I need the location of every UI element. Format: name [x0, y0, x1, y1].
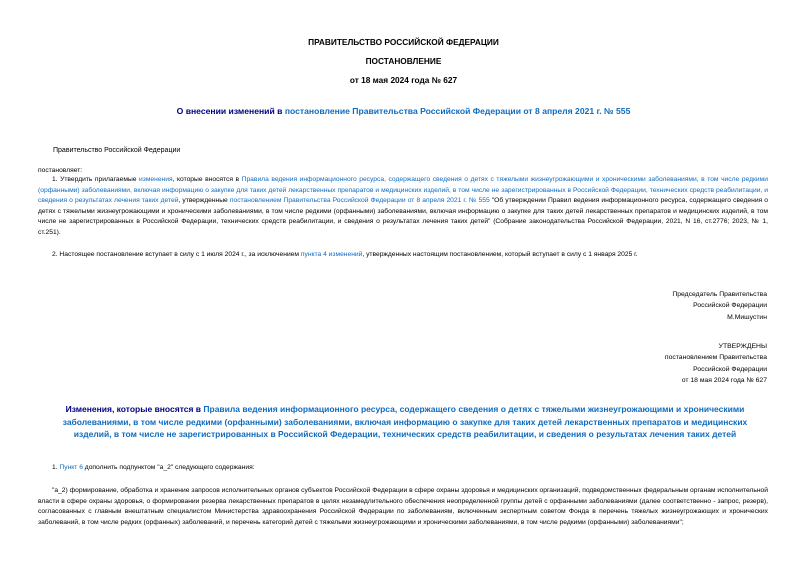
title-link[interactable]: постановление Правительства Российской Федерации от 8 апреля 2021 г. № 555 [284, 106, 631, 116]
p1-mid2: , утвержденные [178, 197, 228, 205]
change-quote [38, 486, 768, 528]
quote-text: "а_2) формирование, обработка и хранение запросов исполнительных органов субъектов Российской Федерации в сфере охраны здоровья и медицинских организаций, подведомственных федеральным органам исполнительной власти в сфере охраны здоровья, о формировании резерва лекарственных препаратов в целях незамедлительного обеспечения неопределенной группы детей с орфанными заболеваниями (далее соответственно - запрос, резерв), согласованных с главным внештатным специалистом Министерства здравоохранения Российской Федерации по заболеваниям, включенным экспертным советом Фонда в перечень тяжелых жизнеугрожающих и хронических заболеваний, в том числе редких (орфанных) заболеваний, и перечень категорий детей с тяжелыми жизнеугрожающими и хроническими заболеваниями, в том числе редкими (орфанными) заболеваниями"; [38, 487, 768, 526]
changes-title [60, 403, 750, 441]
document-type: ПОСТАНОВЛЕНИЕ [365, 56, 442, 66]
title-prefix: О внесении изменений в [176, 106, 283, 116]
approved-by: постановлением Правительства [664, 354, 767, 362]
p1-link-rules[interactable]: Правила ведения информационного ресурса, содержащего сведения о детях с тяжелыми жизнеугрожающими и хроническими заболеваниями, в том числе редкими (орфанными) заболеваниями, включая информацию о закупке для таких детей лекарственных препаратов и медицинских изделий, в том числе не зарегистрированных в Российской Федерации, технических средств реабилитации, и сведения о результатах лечения таких детей [38, 176, 768, 205]
decrees-text: постановляет: [38, 167, 83, 174]
p1-link-resolution[interactable]: постановлением Правительства Российской Федерации от 8 апреля 2021 г. № 555 [229, 197, 490, 205]
document-date-number: от 18 мая 2024 года № 627 [349, 75, 458, 85]
approved-heading: УТВЕРЖДЕНЫ [718, 343, 767, 350]
paragraph-1 [38, 175, 768, 239]
approved-country: Российской Федерации [693, 365, 767, 373]
p1-end: "Об утверждении Правил ведения информационного ресурса, содержащего сведения о детях с тяжелыми жизнеугрожающими и хроническими заболеваниями, в том числе редкими (орфанными) заболеваниями, включая информацию о закупке для таких детей лекарственных препаратов и медицинских изделий, в том числе не зарегистрированных в Российской Федерации, технических средств реабилитации, и сведения о результатах лечения таких детей" (Собрание законодательства Российской Федерации, 2021, N 16, ст.2776; 2023, № 1, ст.251). [38, 197, 769, 236]
approved-block [665, 341, 767, 386]
document-title [0, 106, 807, 116]
paragraph-2 [38, 250, 768, 261]
p1-link-changes[interactable]: изменения [139, 176, 173, 183]
government-heading: ПРАВИТЕЛЬСТВО РОССИЙСКОЙ ФЕДЕРАЦИИ [308, 37, 499, 47]
signature-name: М.Мишустин [727, 313, 767, 321]
intro-text: Правительство Российской Федерации [53, 147, 181, 154]
approved-date: от 18 мая 2024 года № 627 [681, 376, 767, 384]
signature-block [672, 289, 767, 323]
c1-link[interactable]: Пункт 6 [59, 464, 83, 471]
c1-end: дополнить подпунктом "а_2" следующего содержания: [84, 464, 255, 471]
p2-end: , утвержденных настоящим постановлением, который вступает в силу с 1 января 2025 г. [362, 251, 638, 258]
p2-link[interactable]: пункта 4 изменений [300, 251, 363, 258]
changes-title-link[interactable]: Правила ведения информационного ресурса, содержащего сведения о детях с тяжелыми жизнеугрожающими и хроническими заболеваниями, в том числе редкими (орфанными) заболеваниями, включая информацию о закупке для таких детей лекарственных препаратов и медицинских изделий, в том числе не зарегистрированных в Российской Федерации, технических средств реабилитации, и сведения о результатах лечения таких детей [62, 404, 748, 440]
p1-mid1: , которые вносятся в [172, 176, 240, 183]
p1-start: 1. Утвердить прилагаемые [52, 176, 137, 183]
change-item-1 [38, 463, 768, 474]
signature-country: Российской Федерации [693, 302, 767, 310]
changes-title-prefix: Изменения, которые вносятся в [65, 404, 202, 414]
p2-start: 2. Настоящее постановление вступает в силу с 1 июля 2024 г., за исключением [52, 251, 300, 258]
signature-position: Председатель Правительства [672, 291, 767, 298]
c1-start: 1. [52, 464, 58, 471]
